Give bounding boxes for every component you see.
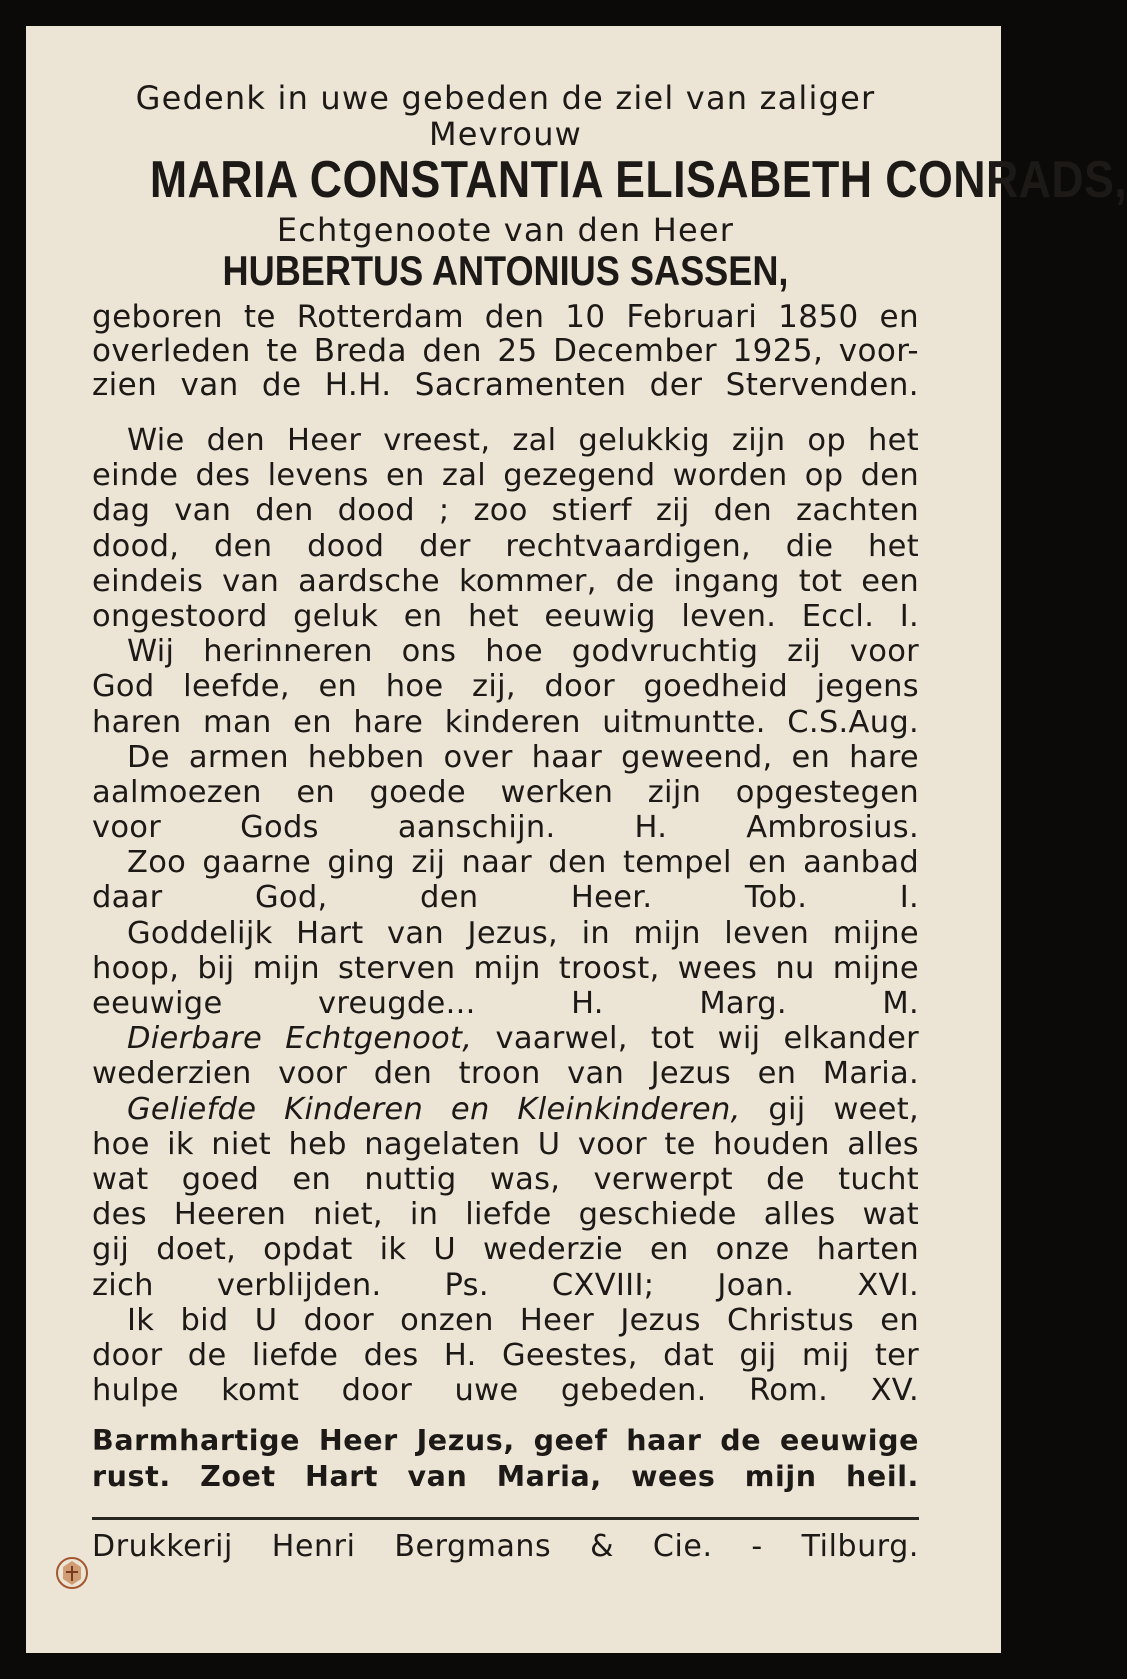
divider — [92, 1517, 919, 1520]
address-children-line — [92, 1091, 919, 1130]
life-line-2: overleden te Breda den 25 December 1925, voor- — [92, 333, 919, 369]
printer-footer: Drukkerij Henri Bergmans & Cie. - Tilburg. — [92, 1529, 919, 1565]
text-line: dood, den dood der rechtvaardigen, die het — [92, 528, 919, 564]
text-line: Ik bid U door onzen Heer Jezus Christus en — [127, 1302, 919, 1338]
spouse-intro: Echtgenoote van den Heer — [276, 211, 735, 249]
text-line: gij doet, opdat ik U wederzie en onze harten — [92, 1232, 919, 1268]
memorial-card — [26, 26, 1127, 1653]
address-spouse-rest: vaarwel, tot wij elkander — [472, 1021, 920, 1057]
text-line: Zoo gaarne ging zij naar den tempel en aanbad — [127, 845, 919, 881]
text-line: wederzien voor den troon van Jezus en Maria. — [92, 1056, 919, 1092]
deceased-name: MARIA CONSTANTIA ELISABETH CONRADS, — [149, 151, 1127, 209]
text-line: aalmoezen en goede werken zijn opgestegen — [92, 774, 919, 810]
printer-seal-icon — [50, 1553, 94, 1593]
address-children-italic: Geliefde Kinderen en Kleinkinderen, — [127, 1091, 741, 1127]
header-line-1: Gedenk in uwe gebeden de ziel van zaliger — [135, 79, 876, 117]
text-line: einde des levens en zal gezegend worden op den — [92, 458, 919, 494]
text-line: Wij herinneren ons hoe godvruchtig zij voor — [127, 634, 919, 670]
text-line: wat goed en nuttig was, verwerpt de tucht — [92, 1161, 919, 1197]
text-line: De armen hebben over haar geweend, en hare — [127, 739, 919, 775]
text-line: Wie den Heer vreest, zal gelukkig zijn op het — [127, 423, 919, 458]
text-line: des Heeren niet, in liefde geschiede alles wat — [92, 1197, 919, 1233]
text-line: ongestoord geluk en het eeuwig leven. Eccl. I. — [92, 598, 919, 634]
spouse-name: HUBERTUS ANTONIUS SASSEN, — [222, 247, 789, 294]
address-spouse-line — [92, 1021, 920, 1059]
text-line: God leefde, en hoe zij, door goedheid jegens — [92, 669, 919, 705]
text-line: hulpe komt door uwe gebeden. Rom. XV. — [92, 1373, 919, 1409]
address-children-rest: gij weet, — [740, 1091, 919, 1127]
prayer-line-2: rust. Zoet Hart van Maria, wees mijn heil. — [92, 1460, 919, 1494]
text-line: eindeis van aardsche kommer, de ingang tot een — [92, 563, 919, 599]
header-line-2: Mevrouw — [428, 115, 583, 153]
life-line-3: zien van de H.H. Sacramenten der Stervenden. — [92, 367, 919, 403]
text-line: eeuwige vreugde... H. Marg. M. — [92, 986, 919, 1021]
address-spouse-italic: Dierbare Echtgenoot, — [127, 1021, 473, 1057]
prayer-line-1: Barmhartige Heer Jezus, geef haar de eeuwige — [92, 1424, 919, 1458]
text-line: door de liefde des H. Geestes, dat gij mij ter — [92, 1337, 919, 1373]
text-line: zich verblijden. Ps. CXVIII; Joan. XVI. — [92, 1267, 919, 1303]
text-line: hoe ik niet heb nagelaten U voor te houden alles — [92, 1126, 919, 1162]
life-line-1: geboren te Rotterdam den 10 Februari 1850 en — [92, 299, 919, 335]
text-line: Goddelijk Hart van Jezus, in mijn leven mijne — [127, 915, 919, 951]
text-line: haren man en hare kinderen uitmuntte. C.S.Aug. — [92, 704, 919, 740]
text-line: hoop, bij mijn sterven mijn troost, wees nu mijne — [92, 950, 919, 986]
text-block — [92, 423, 920, 1411]
text-line: daar God, den Heer. Tob. I. — [92, 880, 919, 916]
text-line: voor Gods aanschijn. H. Ambrosius. — [92, 810, 919, 846]
text-line: dag van den dood ; zoo stierf zij den zachten — [92, 493, 919, 529]
